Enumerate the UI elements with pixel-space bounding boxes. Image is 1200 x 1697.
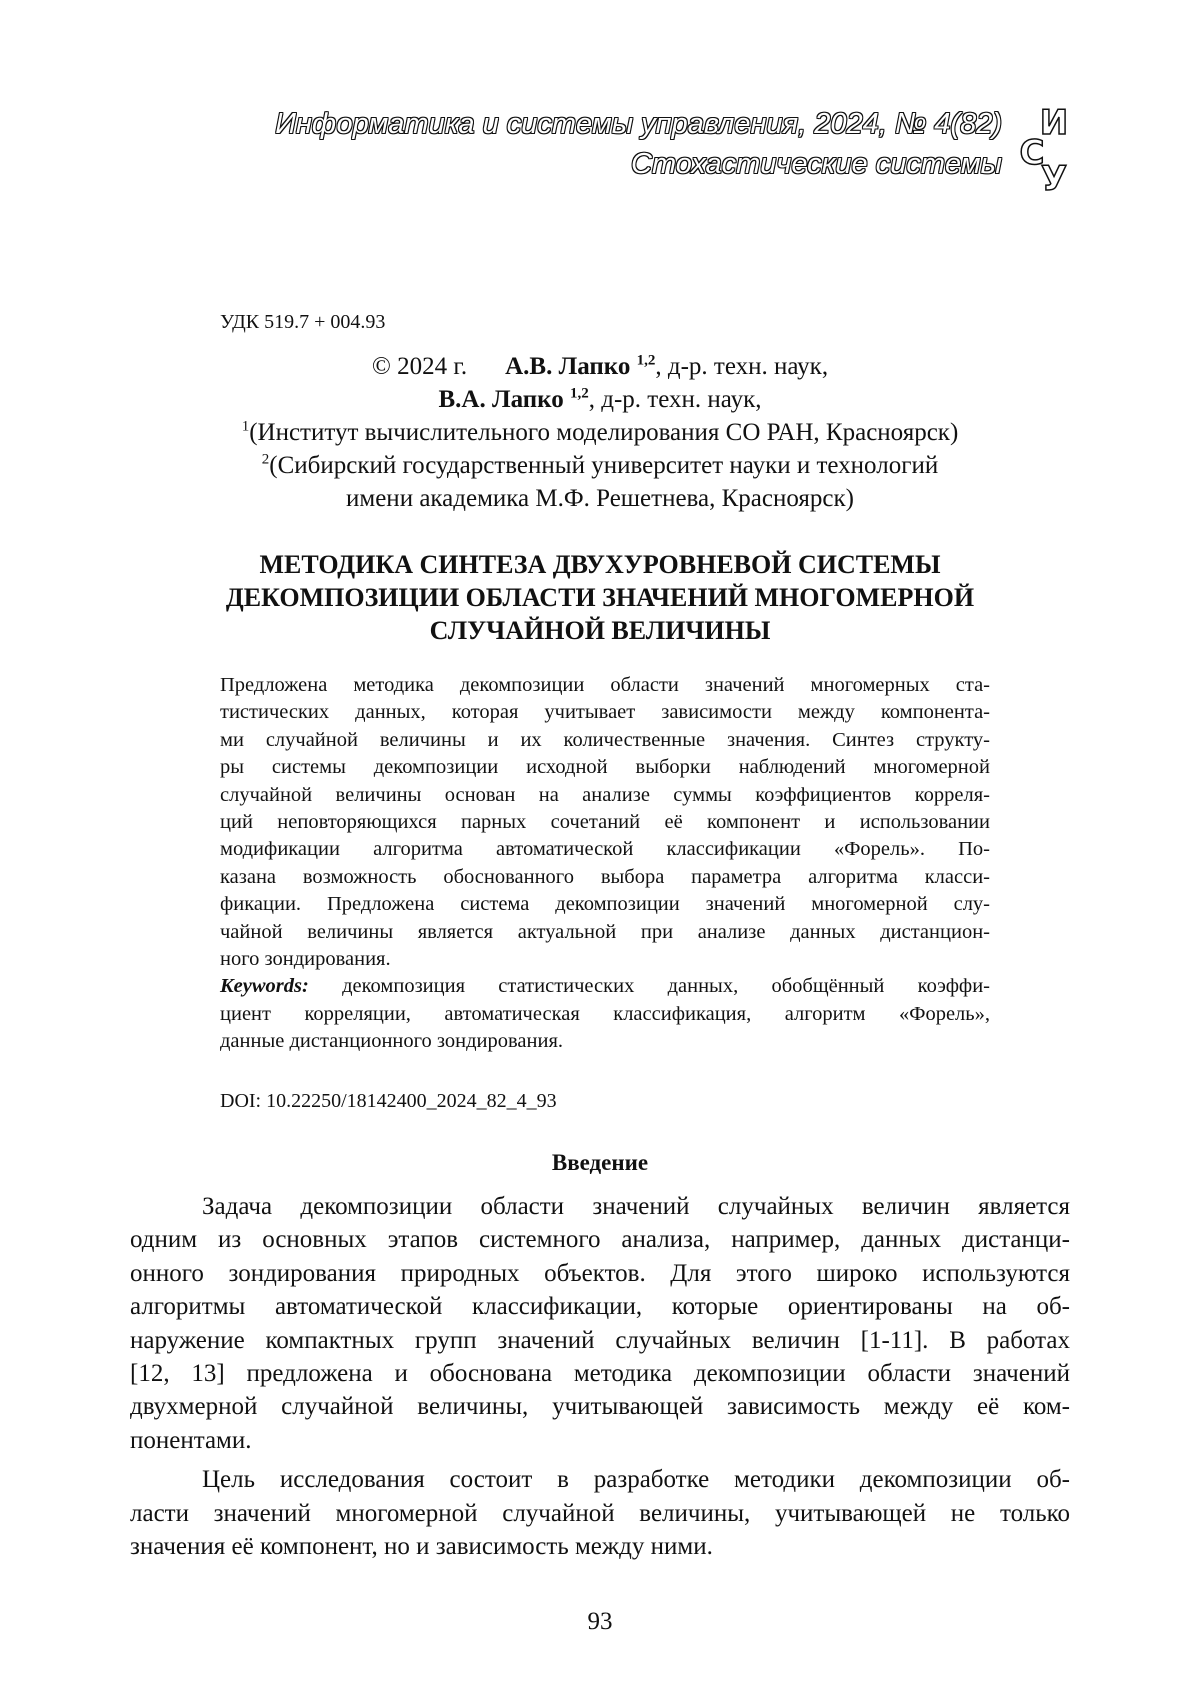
abstract-line: ми случайной величины и их количественные значения. Синтез структу- (220, 728, 990, 751)
keywords-label: Keywords: (220, 975, 309, 998)
affiliation-1-text: (Институт вычислительного моделирования СО РАН, Красноярск) (249, 419, 959, 446)
author-block (130, 350, 1070, 515)
paragraph-1-line: алгоритмы автоматической классификации, которые ориентированы на об- (130, 1293, 1070, 1321)
abstract-line: чайной величины является актуальной при анализе данных дистанцион- (220, 920, 990, 943)
author-2-name: В.А. Лапко (438, 386, 564, 413)
abstract-line: модификации алгоритма автоматической классификации «Форель». По- (220, 838, 990, 861)
journal-title: Информатика и системы управления, 2024, № 4(82) (275, 108, 1002, 140)
abstract-line: Предложена методика декомпозиции области значений многомерных ста- (220, 674, 990, 696)
affiliation-2-text: (Сибирский государственный университет науки и технологий (269, 452, 939, 479)
author-line-1 (130, 350, 1070, 383)
author-2-affiliation: 1,2 (570, 385, 589, 402)
logo-letter-i: И (1039, 104, 1069, 143)
keywords-line (220, 973, 990, 1000)
affiliation-2-continued: имени академика М.Ф. Решетнева, Красноярск) (346, 485, 854, 512)
affiliation-2 (130, 449, 1070, 482)
body-text (130, 1190, 1070, 1563)
title-line: ДЕКОМПОЗИЦИИ ОБЛАСТИ ЗНАЧЕНИЙ МНОГОМЕРНОЙ (225, 583, 975, 612)
section-name: Стохастические системы (631, 148, 1002, 180)
abstract (220, 672, 990, 1056)
keywords-line: данные дистанционного зондирования. (220, 1030, 564, 1053)
title-line: СЛУЧАЙНОЙ ВЕЛИЧИНЫ (429, 616, 771, 645)
paragraph-1-line: [12, 13] предложена и обоснована методика декомпозиции области значений (130, 1360, 1070, 1388)
keywords-text: декомпозиция статистических данных, обобщённый коэффи- (308, 975, 990, 998)
author-1-name: А.В. Лапко (505, 353, 631, 380)
logo-letter-s: С (1019, 133, 1045, 173)
article-title (130, 548, 1070, 647)
abstract-line: ры системы декомпозиции исходной выборки наблюдений многомерной (220, 756, 990, 779)
abstract-line: тистических данных, которая учитывает зависимости между компонента- (220, 701, 990, 724)
author-2-degree: , д-р. техн. наук, (588, 386, 762, 413)
logo-letter-u: У (1040, 159, 1068, 194)
paragraph-1-line: одним из основных этапов системного анализа, например, данных дистанци- (130, 1226, 1070, 1254)
doi: DOI: 10.22250/18142400_2024_82_4_93 (220, 1090, 557, 1112)
keywords-line: циент корреляции, автоматическая классификация, алгоритм «Форель», (220, 1002, 990, 1025)
author-line-2 (130, 383, 1070, 416)
affiliation-2-mark: 2 (261, 451, 270, 468)
abstract-line: казана возможность обоснованного выбора параметра алгоритма класси- (220, 865, 990, 888)
udk-code: УДК 519.7 + 004.93 (220, 311, 386, 333)
section-heading-introduction: Введение (551, 1150, 649, 1175)
paragraph-1-line: двухмерной случайной величины, учитывающей зависимость между её ком- (130, 1393, 1070, 1421)
abstract-line: ного зондирования. (220, 948, 391, 971)
abstract-line: ций неповторяющихся парных сочетаний её компонент и использовании (220, 811, 990, 834)
affiliation-1-mark: 1 (241, 418, 250, 435)
paragraph-2-line: Цель исследования состоит в разработке методики декомпозиции об- (202, 1466, 1070, 1494)
paragraph-1-line: онного зондирования природных объектов. Для этого широко используются (130, 1259, 1070, 1287)
title-line: МЕТОДИКА СИНТЕЗА ДВУХУРОВНЕВОЙ СИСТЕМЫ (259, 550, 941, 579)
running-header (275, 104, 1002, 184)
journal-logo (1016, 104, 1076, 194)
paragraph-2-line: ласти значений многомерной случайной величины, учитывающей не только (130, 1499, 1070, 1527)
abstract-line: фикации. Предложена система декомпозиции значений многомерной слу- (220, 893, 990, 916)
author-1-degree: , д-р. техн. наук, (655, 353, 829, 380)
author-1-affiliation: 1,2 (636, 352, 656, 369)
paragraph-1-line: Задача декомпозиции области значений случайных величин является (202, 1193, 1070, 1220)
affiliation-1 (130, 416, 1070, 449)
paragraph-1-line: наружение компактных групп значений случайных величин [1-11]. В работах (130, 1326, 1070, 1354)
page-number: 93 (587, 1608, 613, 1635)
paragraph-1-line: понентами. (130, 1426, 252, 1454)
copyright: © 2024 г. (371, 353, 468, 380)
abstract-line: случайной величины основан на анализе суммы коэффициентов корреля- (220, 783, 990, 806)
paragraph-2-line: значения её компонент, но и зависимость между ними. (130, 1533, 713, 1561)
